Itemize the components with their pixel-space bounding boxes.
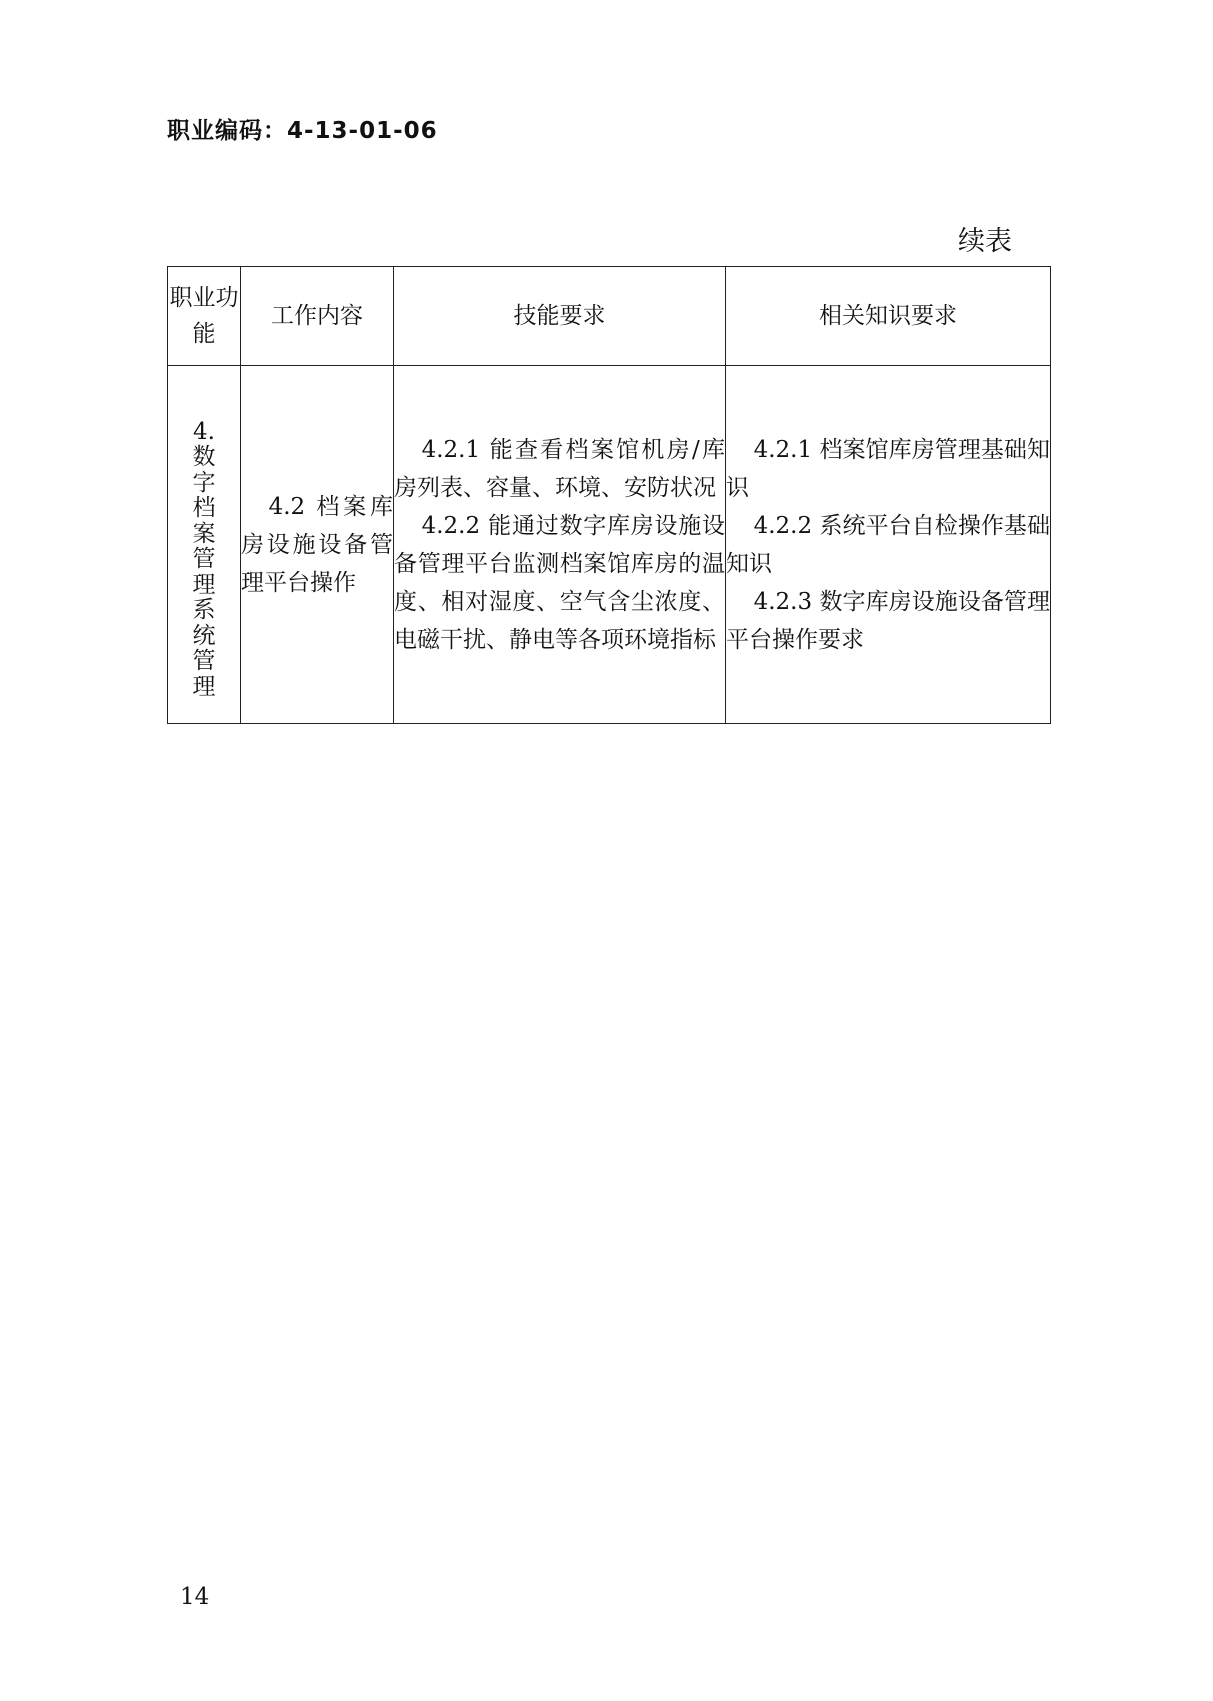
column-header-function: 职业功能 [168,267,241,366]
work-content-cell [241,366,394,724]
table-row [168,366,1051,724]
skill-requirements-table [167,266,1051,724]
skill-item: 4.2.1 能查看档案馆机房/库房列表、容量、环境、安防状况 [394,436,725,501]
skills-cell [394,366,726,724]
continued-table-label: 续表 [958,226,1012,257]
function-cell [168,366,241,724]
occupation-code: 职业编码：4-13-01-06 [167,118,438,144]
page-number: 14 [180,1584,210,1610]
column-header-work-content: 工作内容 [241,267,394,366]
skill-item: 4.2.2 能通过数字库房设施设备管理平台监测档案馆库房的温度、相对湿度、空气含尘浓度、电磁干扰、静电等各项环境指标 [394,512,725,653]
knowledge-cell [726,366,1051,724]
knowledge-item: 4.2.3 数字库房设施设备管理平台操作要求 [726,588,1050,653]
function-text: 4.数字档案管理系统管理 [192,418,216,700]
knowledge-item: 4.2.2 系统平台自检操作基础知识 [726,512,1050,577]
work-content-text: 4.2 档案库房设施设备管理平台操作 [241,493,393,596]
column-header-skills: 技能要求 [394,267,726,366]
table-header-row [168,267,1051,366]
knowledge-item: 4.2.1 档案馆库房管理基础知识 [726,436,1050,501]
column-header-knowledge: 相关知识要求 [726,267,1051,366]
